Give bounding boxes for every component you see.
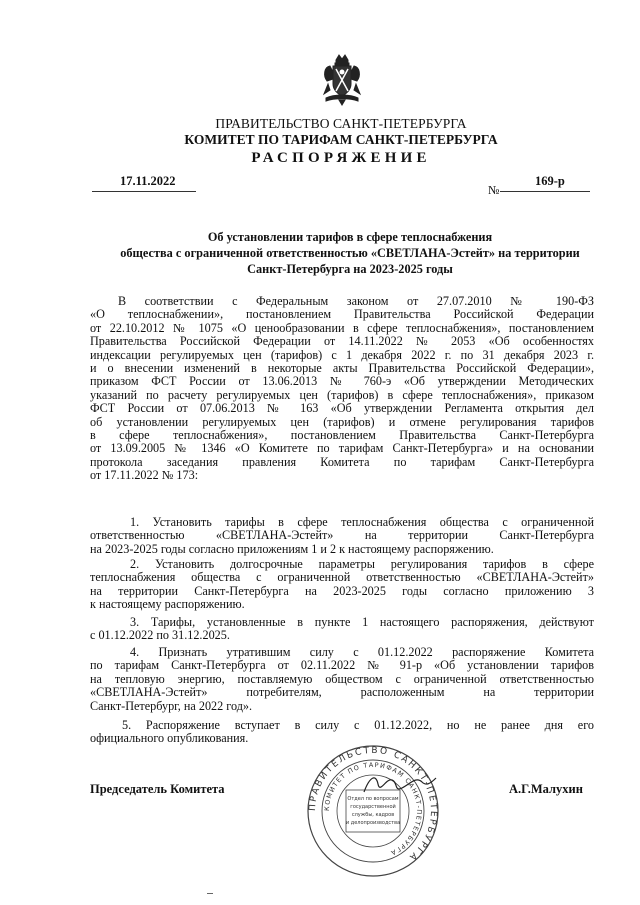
preamble-line: от 22.10.2012 № 1075 «О ценообразовании в сфере теплоснабжения», постановлением [90,320,594,335]
preamble-line: индексации регулируемых цен (тарифов) с 1 декабря 2022 г. по 31 декабря 2023 г. [90,347,594,362]
item-line: ответственностью «СВЕТЛАНА-Эстейт» на территории Санкт-Петербурга [90,528,594,543]
document-type-heading: РАСПОРЯЖЕНИЕ [251,150,431,166]
item-line: официального опубликования. [90,731,249,746]
preamble-line: от 17.11.2022 № 173: [90,468,199,483]
item-line: 2. Установить долгосрочные параметры регулирования тарифов в сфере [130,557,594,571]
item-line: Санкт-Петербург, на 2022 год». [90,698,253,713]
document-number: 169-р [535,174,565,188]
preamble-line: приказом ФСТ России от 13.06.2013 № 760-э «Об утверждении Методических [90,374,594,389]
preamble-line: ФСТ России от 07.06.2013 № 163 «Об утверждении Регламента открытия дел [90,401,594,416]
stamp-center-line: службы, кадров [351,812,395,818]
number-sign: № [488,183,500,197]
stamp-outer-text: ПРАВИТЕЛЬСТВО САНКТ-ПЕТЕРБУРГА [307,745,439,863]
title-line: Об установлении тарифов в сфере теплоснабжения [207,230,493,244]
order-item-5 [90,719,594,746]
preamble-paragraph [90,295,594,482]
stamp-center-line: государственной [350,804,396,810]
preamble-line: и о внесении изменений в некоторые акты Правительства Российской Федерации», [90,360,594,375]
committee-heading: КОМИТЕТ ПО ТАРИФАМ САНКТ-ПЕТЕРБУРГА [184,132,498,147]
preamble-line: В соответствии с Федеральным законом от 27.07.2010 № 190-ФЗ [118,294,594,308]
order-item-2 [90,558,594,612]
order-item-3 [90,616,594,643]
preamble-line: указаний по расчету регулируемых цен (тарифов) в сфере теплоснабжения», приказом [90,387,594,402]
item-line: 5. Распоряжение вступает в силу с 01.12.2022, но не ранее дня его [122,718,594,732]
preamble-line: «О теплоснабжении», постановлением Правительства Российской Федерации [90,307,594,322]
signatory-position: Председатель Комитета [90,782,225,796]
stamp-center-line: и делопроизводства [345,820,401,826]
signatory-name: А.Г.Малухин [509,782,583,796]
item-line: с 01.12.2022 по 31.12.2025. [90,628,230,643]
item-line: по тарифам Санкт-Петербурга от 02.11.2022 № 91-р «Об установлении тарифов [90,658,594,673]
item-line: к настоящему распоряжению. [90,597,245,612]
item-line: на территории Санкт-Петербурга на 2023-2025 годы согласно приложению 3 [90,583,594,598]
handwritten-signature [360,770,440,800]
document-title [90,229,610,277]
official-stamp [306,744,440,878]
item-line: «СВЕТЛАНА-Эстейт» потребителям, расположенным на территории [90,685,594,700]
preamble-line: об установлении регулируемых цен (тарифов) и отмене регулирования тарифов [90,414,594,429]
title-line: общества с ограниченной ответственностью «СВЕТЛАНА-Эстейт» на территории [120,246,580,260]
date-underline [92,191,196,192]
coat-of-arms-icon [318,54,366,106]
document-date: 17.11.2022 [120,174,176,188]
preamble-line: протокола заседания правления Комитета по тарифам Санкт-Петербурга [90,454,594,469]
stamp-center-line: Отдел по вопросам [347,796,399,802]
order-item-4 [90,646,594,713]
item-line: 3. Тарифы, установленные в пункте 1 настоящего распоряжения, действуют [130,615,594,629]
number-underline [500,191,590,192]
item-line: 4. Признать утратившим силу с 01.12.2022 распоряжение Комитета [130,645,594,659]
title-line: Санкт-Петербурга на 2023-2025 годы [247,262,453,276]
item-line: 1. Установить тарифы в сфере теплоснабжения общества с ограниченной [130,515,594,529]
government-heading: ПРАВИТЕЛЬСТВО САНКТ-ПЕТЕРБУРГА [215,116,467,131]
preamble-line: от 13.09.2005 № 1346 «О Комитете по тарифам Санкт-Петербурга» и на основании [90,441,594,456]
item-line: на тепловую энергию, поставляемую обществом с ограниченной ответственностью [90,671,594,686]
item-line: на 2023-2025 годы согласно приложениям 1 и 2 к настоящему распоряжению. [90,541,494,556]
preamble-line: в сфере теплоснабжения», постановлением Правительства Санкт-Петербурга [90,427,594,442]
order-item-1 [90,516,594,556]
item-line: теплоснабжения общества с ограниченной ответственностью «СВЕТЛАНА-Эстейт» [90,570,594,585]
stamp-inner-text: КОМИТЕТ ПО ТАРИФАМ САНКТ-ПЕТЕРБУРГА [322,760,424,858]
preamble-line: Правительства Российской Федерации от 14.11.2022 № 2053 «Об особенностях [90,334,594,349]
footer-mark [207,893,213,894]
